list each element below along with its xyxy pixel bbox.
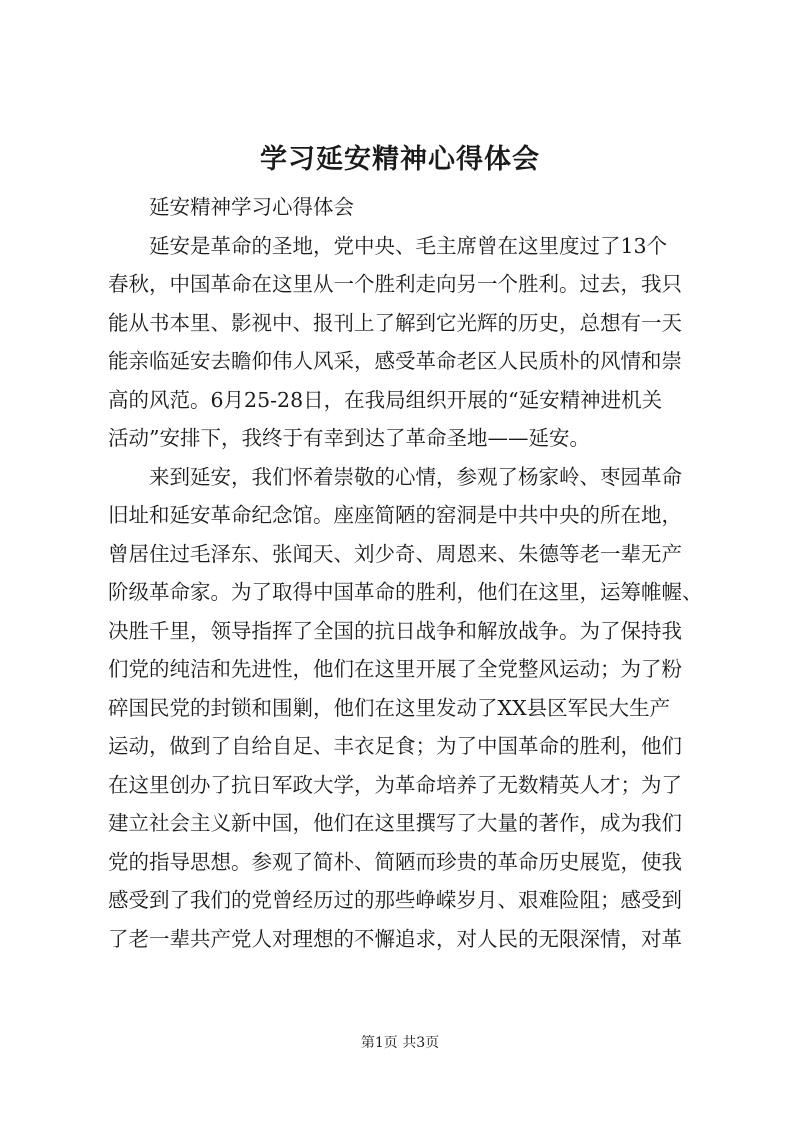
text-line: 建立社会主义新中国，他们在这里撰写了大量的著作，成为我们 [108, 811, 682, 835]
text-line: 党的指导思想。参观了简朴、简陋而珍贵的革命历史展览，使我 [108, 849, 682, 874]
text-line: 感受到了我们的党曾经历过的那些峥嵘岁月、艰难险阻；感受到 [108, 888, 682, 912]
page-footer: 第1页 共3页 [360, 1035, 440, 1051]
text-line: 了老一辈共产党人对理想的不懈追求，对人民的无限深情，对革 [108, 926, 682, 951]
text-line: 高的风范。6月25-28日，在我局组织开展的“延安精神进机关 [108, 387, 663, 412]
text-line: 曾居住过毛泽东、张闻天、刘少奇、周恩来、朱德等老一辈无产 [108, 541, 682, 566]
text-line: 在这里创办了抗日军政大学，为革命培养了无数精英人才；为了 [108, 772, 682, 797]
text-line: 来到延安，我们怀着崇敬的心情，参观了杨家岭、枣园革命 [108, 464, 682, 489]
text-line: 活动”安排下，我终于有幸到达了革命圣地——延安。 [108, 426, 590, 450]
document-body [108, 188, 714, 958]
text-line: 碎国民党的封锁和围剿，他们在这里发动了XX县区军民大生产 [108, 695, 671, 720]
text-line: 旧址和延安革命纪念馆。座座简陋的窑洞是中共中央的所在地， [108, 503, 682, 527]
document-title: 学习延安精神心得体会 [260, 144, 540, 175]
text-line: 延安精神学习心得体会 [108, 195, 354, 219]
text-line: 能从书本里、影视中、报刊上了解到它光辉的历史，总想有一天 [108, 310, 682, 335]
text-line: 们党的纯洁和先进性，他们在这里开展了全党整风运动；为了粉 [108, 657, 682, 681]
text-line: 阶级革命家。为了取得中国革命的胜利，他们在这里，运筹帷幄、 [108, 580, 703, 604]
text-line: 春秋，中国革命在这里从一个胜利走向另一个胜利。过去，我只 [108, 272, 682, 296]
text-line: 运动，做到了自给自足、丰衣足食；为了中国革命的胜利，他们 [108, 734, 682, 758]
text-line: 能亲临延安去瞻仰伟人风采，感受革命老区人民质朴的风情和崇 [108, 349, 682, 373]
text-line: 延安是革命的圣地，党中央、毛主席曾在这里度过了13个 [108, 233, 668, 258]
text-line: 决胜千里，领导指挥了全国的抗日战争和解放战争。为了保持我 [108, 618, 682, 643]
